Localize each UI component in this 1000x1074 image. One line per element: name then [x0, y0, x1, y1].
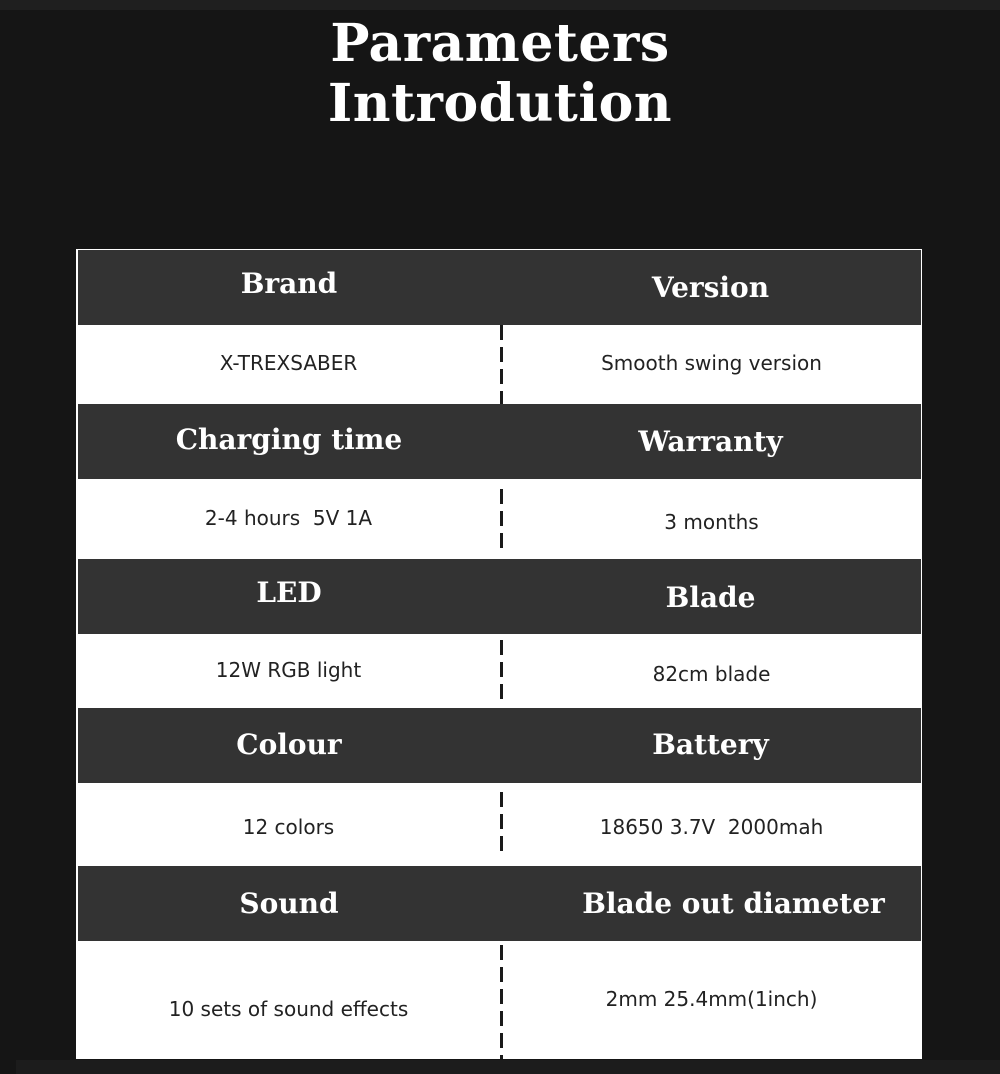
value-blade-out-diameter: 2mm 25.4mm(1inch): [605, 987, 818, 1011]
value-colour: 12 colors: [242, 814, 335, 839]
value-row-brand-version: [76, 325, 922, 404]
header-row-sound-diameter: [78, 866, 921, 941]
header-blade-out-diameter: Blade out diameter: [582, 887, 885, 920]
header-row-charging-warranty: [78, 404, 921, 479]
header-row-brand-version: [78, 250, 921, 325]
value-brand: X-TREXSABER: [219, 350, 358, 375]
value-version: Smooth swing version: [601, 350, 822, 375]
value-warranty: 3 months: [664, 510, 759, 534]
parameters-table: [76, 249, 922, 1059]
header-row-led-blade: [78, 559, 921, 634]
value-led: 12W RGB light: [215, 658, 362, 682]
header-battery: Battery: [652, 728, 769, 761]
page-title-line-1: Parameters: [330, 13, 670, 74]
header-row-colour-battery: [78, 708, 921, 783]
header-led: LED: [256, 576, 322, 609]
value-sound: 10 sets of sound effects: [168, 997, 409, 1021]
column-divider: [500, 640, 503, 704]
column-divider: [500, 945, 503, 1059]
header-brand: Brand: [240, 267, 338, 300]
header-version: Version: [651, 271, 770, 304]
column-divider: [500, 792, 503, 856]
header-colour: Colour: [236, 728, 342, 761]
value-row-colour-battery: [76, 783, 922, 866]
value-blade: 82cm blade: [652, 662, 771, 686]
column-divider: [500, 325, 503, 404]
column-divider: [500, 489, 503, 553]
page-title: [0, 14, 1000, 134]
header-warranty: Warranty: [638, 425, 783, 458]
value-row-sound-diameter: [76, 941, 922, 1059]
value-charging-time: 2-4 hours 5V 1A: [204, 506, 373, 530]
page-title-line-2: Introdution: [327, 73, 673, 134]
value-row-charging-warranty: [76, 479, 922, 559]
header-blade: Blade: [665, 581, 756, 614]
value-row-led-blade: [76, 634, 922, 708]
bottom-edge-strip: [16, 1060, 1000, 1074]
header-charging-time: Charging time: [175, 423, 403, 456]
top-edge-strip: [0, 0, 1000, 10]
value-battery: 18650 3.7V 2000mah: [599, 814, 824, 839]
header-sound: Sound: [239, 887, 339, 920]
